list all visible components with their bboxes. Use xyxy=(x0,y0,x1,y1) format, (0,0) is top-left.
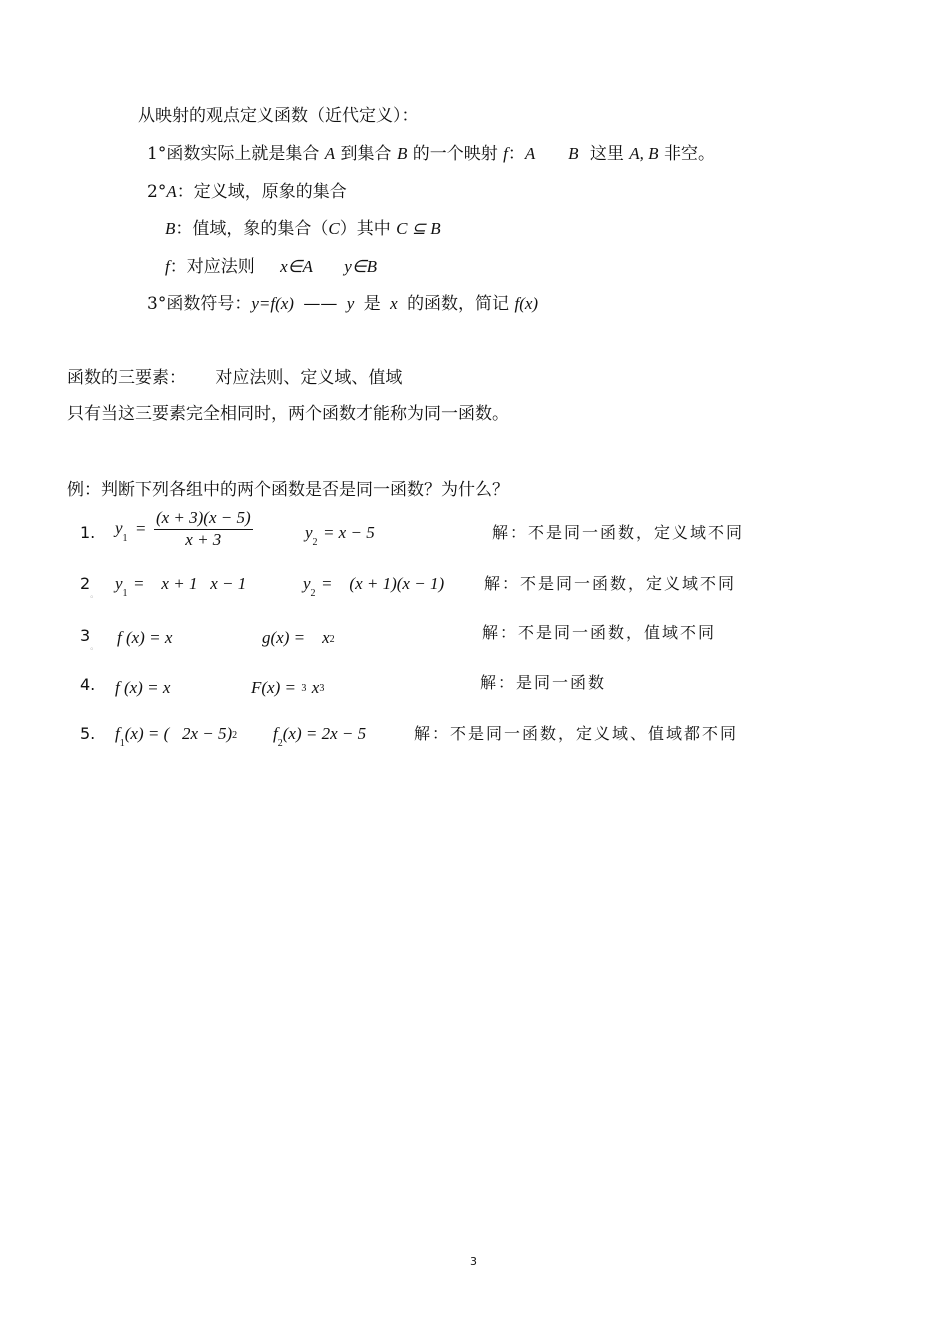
definition-line-5: 3°函数符号：y=f(x) —— y 是 x 的函数，简记 f(x) xyxy=(147,294,539,314)
example-item-2-y2: $y_2$ = (x + 1)(x − 1) xyxy=(303,574,445,599)
example-item-2-number: $2_。$ xyxy=(80,574,99,599)
section-heading: 从映射的观点定义函数（近代定义）： xyxy=(138,106,419,126)
example-item-2-answer: 解：不是同一函数，定义域不同 xyxy=(484,574,737,593)
example-item-3-rhs: g(x) = x2 xyxy=(262,628,335,647)
definition-line-4: f：对应法则 x∈A y∈B xyxy=(165,257,378,277)
example-item-1-y1: $y_1$ = $\frac{(x + 3)(x - 5)}{x + 3}$ xyxy=(115,508,251,549)
definition-line-2: 2°A：定义域，原象的集合 xyxy=(147,182,347,202)
fraction: $\frac{(x + 3)(x - 5)}{x + 3}$ xyxy=(155,508,251,549)
identity-condition-line: 只有当这三要素完全相同时，两个函数才能称为同一函数。 xyxy=(67,404,509,424)
example-item-5-f1: $f_1(x)$ = ( 2x − 5)2 xyxy=(115,724,238,749)
example-item-5-f2: $f_2(x) = 2x - 5$ xyxy=(273,724,367,749)
example-title: 例：判断下列各组中的两个函数是否是同一函数？为什么？ xyxy=(67,480,509,500)
example-item-5-number: 5. xyxy=(80,724,96,743)
example-item-4-rhs: F(x) = 3 x3 xyxy=(251,678,325,697)
example-item-1-number: 1. xyxy=(80,523,96,542)
three-elements-line: 函数的三要素： 对应法则、定义域、值域 xyxy=(67,368,403,388)
definition-line-1: 1°函数实际上就是集合 A 到集合 B 的一个映射 f：A B 这里 A, B 非空。 xyxy=(147,144,715,164)
example-item-2-y1: $y_1$ = x + 1 x − 1 xyxy=(115,574,247,599)
definition-line-3: B：值域，象的集合（C）其中 C ⊆ B xyxy=(165,219,441,239)
example-item-4-number: 4. xyxy=(80,675,96,694)
page-number: 3 xyxy=(470,1255,477,1268)
example-item-5-answer: 解：不是同一函数，定义域、值域都不同 xyxy=(414,724,739,743)
example-item-4-lhs: f (x) = x xyxy=(115,678,171,697)
example-item-3-lhs: f (x) = x xyxy=(117,628,173,647)
example-item-3-answer: 解：不是同一函数，值域不同 xyxy=(482,623,717,642)
example-item-1-y2: $y_2 = x - 5$ xyxy=(305,523,375,548)
example-item-1-answer: 解：不是同一函数，定义域不同 xyxy=(492,523,745,542)
example-item-4-answer: 解：是同一函数 xyxy=(480,673,607,692)
example-item-3-number: $3_。$ xyxy=(80,626,99,651)
